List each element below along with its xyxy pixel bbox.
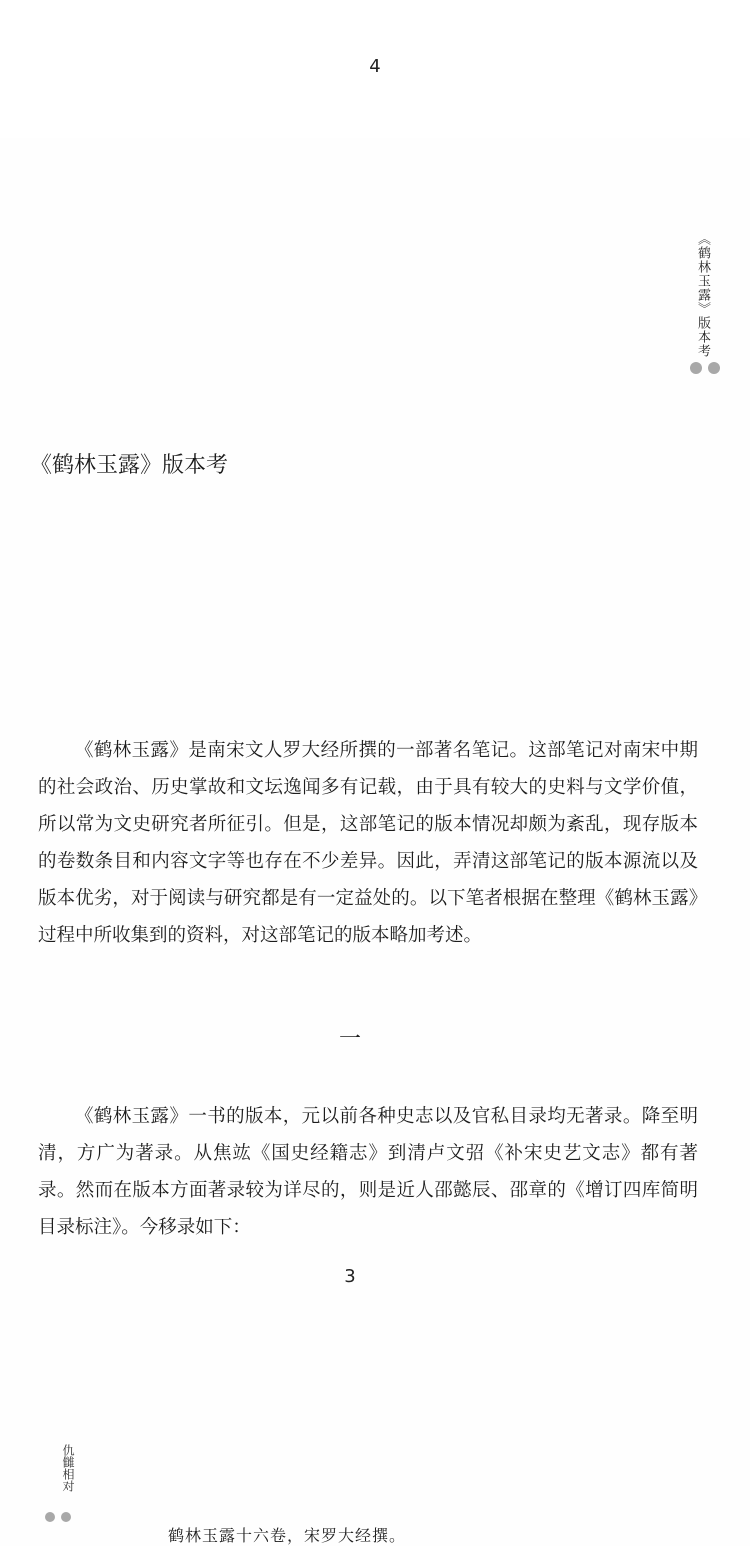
page-number-bottom: 3 xyxy=(344,1266,356,1287)
body-paragraph: 《鹤林玉露》一书的版本，元以前各种史志以及官私目录均无著录。降至明清，方广为著录。从焦竑《国史经籍志》到清卢文弨《补宋史艺文志》都有著录。然而在版本方面著录较为详尽的，则是近人邵懿辰、邵章的《增订四库简明目录标注》。今移录如下： xyxy=(38,1106,698,1238)
ornament-dot xyxy=(61,1512,71,1522)
running-header-vertical: 《鹤林玉露》版本考 xyxy=(695,232,710,358)
ornament-dot xyxy=(708,362,720,374)
header-ornament-dots xyxy=(690,362,730,376)
quoted-catalog-entry: 鹤林玉露十六卷，宋罗大经撰。 xyxy=(168,1526,407,1545)
page-number-top: 4 xyxy=(369,56,381,77)
ornament-dot xyxy=(690,362,702,374)
running-footer-vertical: 仇雠相对 xyxy=(61,1444,75,1492)
footer-ornament-dots xyxy=(45,1512,79,1524)
section-number: 一 xyxy=(338,1027,361,1052)
body-paragraph: 《鹤林玉露》是南宋文人罗大经所撰的一部著名笔记。这部笔记对南宋中期的社会政治、历史掌故和文坛逸闻多有记载，由于具有较大的史料与文学价值，所以常为文史研究者所征引。但是，这部笔记的版本情况却颇为紊乱，现存版本的卷数条目和内容文字等也存在不少差异。因此，弄清这部笔记的版本源流以及版本优劣，对于阅读与研究都是有一定益处的。以下笔者根据在整理《鹤林玉露》过程中所收集到的资料，对这部笔记的版本略加考述。 xyxy=(38,740,698,946)
ornament-dot xyxy=(45,1512,55,1522)
chapter-title: 《鹤林玉露》版本考 xyxy=(30,453,229,478)
